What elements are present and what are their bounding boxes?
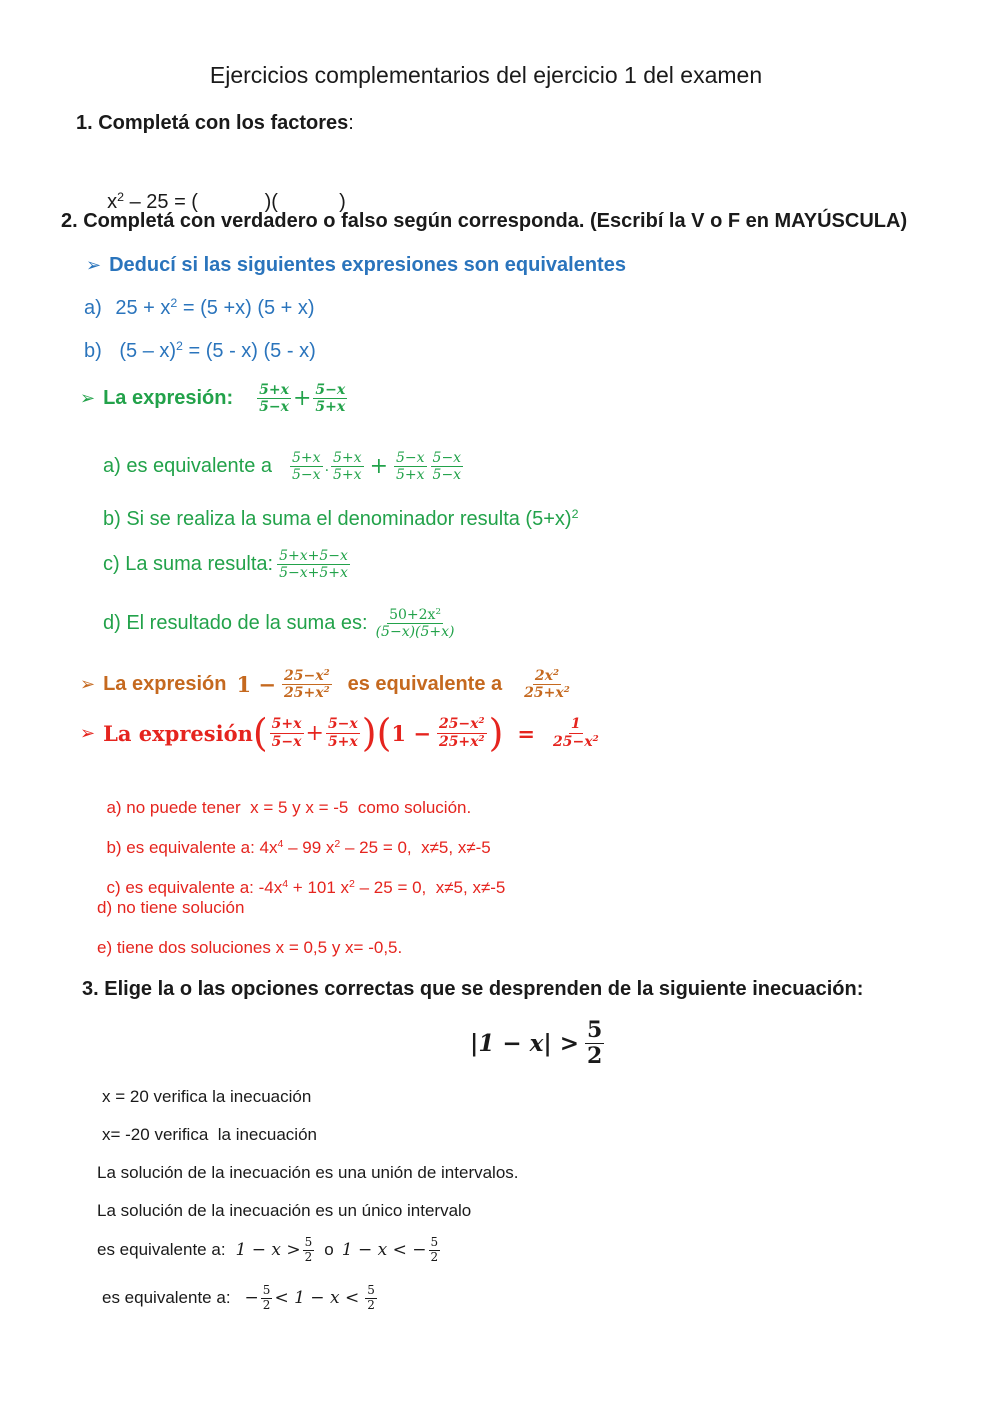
frac-num: 5−x [396, 450, 425, 466]
blue-a-pre: 25 + x [115, 297, 171, 319]
blue-item-b [84, 340, 316, 363]
frac-den: 5+x [315, 399, 346, 416]
paren-close: ) [488, 711, 504, 755]
frac-num [437, 716, 487, 733]
page-title: Ejercicios complementarios del ejercicio 1 del examen [209, 62, 763, 88]
frac-den: 5−x+5+x [279, 565, 348, 582]
plus-sign: + [369, 454, 388, 480]
frac-num: 5−x [315, 382, 346, 398]
opt5-m2: 1 − x < − [341, 1240, 427, 1261]
red-c-pre: c) es equivalente a: -4x [106, 878, 283, 897]
orange-equiv-text: es equivalente a [347, 673, 503, 696]
orange-bullet [80, 668, 574, 701]
frac-den [522, 685, 572, 701]
green-bullet [80, 382, 349, 415]
green-a-text: a) es equivalente a [103, 455, 273, 478]
frac-den: 5−x [432, 467, 462, 484]
ineq-abs: |1 − x| > [470, 1030, 580, 1058]
red-a-text: a) no puede tener x = 5 y x = -5 como solución. [106, 798, 472, 817]
dot-sign: . [324, 458, 330, 475]
one-minus: 1 − [236, 672, 277, 698]
frac-num: 5 [304, 1235, 313, 1249]
blue-item-a [84, 297, 315, 320]
plus-sign: + [305, 720, 324, 746]
frac-den [437, 734, 487, 750]
section2-heading: 2. Completá con verdadero o falso según corresponda. (Escribí la V o F en MAYÚSCULA) [61, 210, 908, 232]
frac-num: 5 [367, 1283, 375, 1297]
blue-a-post: = (5 +x) (5 + x) [177, 297, 315, 319]
den-pre: 25+x [524, 685, 564, 702]
option-1[interactable]: x = 20 verifica la inecuación [102, 1087, 312, 1106]
frac-den: 5−x [271, 733, 302, 750]
option-5[interactable] [97, 1236, 442, 1265]
arrow-bullet-icon: ➢ [80, 674, 96, 695]
blue-bullet-text: Deducí si las siguientes expresiones son equivalentes [109, 254, 626, 276]
frac-den: 5−x [259, 399, 289, 416]
plus-sign: + [292, 386, 312, 412]
opt6-m1: < 1 − x < [274, 1288, 360, 1309]
frac-num: 5+x [259, 382, 289, 398]
frac-den: 2 [367, 1297, 375, 1312]
frac-num: 5−x [327, 716, 358, 733]
red-item-d [97, 898, 244, 918]
red-bullet-text: La expresión [103, 720, 253, 746]
frac-num: 5 [430, 1235, 439, 1249]
arrow-bullet-icon: ➢ [80, 722, 96, 743]
red-e-text: e) tiene dos soluciones x = 0,5 y x= -0,5. [97, 938, 403, 957]
section1-heading [76, 112, 354, 135]
red-b-exp: 4 [277, 838, 284, 851]
green-item-b [103, 508, 578, 531]
section1-equation [96, 168, 346, 214]
option-2[interactable]: x= -20 verifica la inecuación [102, 1125, 317, 1144]
red-bullet [80, 711, 603, 755]
num-exp: 2 [552, 668, 560, 679]
green-d-expression [372, 607, 459, 640]
num-pre: 25−x [438, 716, 479, 733]
opt6-text: es equivalente a: [102, 1288, 231, 1308]
red-c-exp2: 2 [349, 878, 355, 891]
frac-den: 5+x [396, 467, 425, 484]
red-expression [252, 711, 603, 755]
blue-b-post: = (5 - x) (5 - x) [182, 340, 316, 362]
green-item-a [103, 450, 465, 483]
den-exp: 2 [323, 685, 330, 696]
blue-bullet [86, 254, 626, 277]
orange-result [520, 668, 574, 701]
eq-rest: – 25 = ( )( ) [124, 191, 346, 213]
green-item-c [103, 548, 352, 581]
eq-x: x [107, 191, 118, 213]
frac-den: 2 [430, 1249, 439, 1264]
red-item-b [97, 818, 491, 858]
opt5-o: o [324, 1240, 334, 1260]
d-num-pre: 50+2x [389, 607, 436, 623]
equals-sign: = [517, 720, 535, 746]
frac-den: 2 [304, 1249, 313, 1264]
blue-a-exp: 2 [170, 296, 178, 311]
num-exp: 2 [323, 668, 330, 679]
frac-den: 5+x [333, 467, 362, 484]
frac-num: 5+x [333, 450, 362, 466]
red-b-pre: b) es equivalente a: 4x [106, 838, 278, 857]
frac-num: 5 [587, 1017, 603, 1043]
blue-a-label: a) [84, 297, 102, 319]
green-d-text: d) El resultado de la suma es: [103, 612, 368, 635]
red-b-post2: – 25 = 0, x≠5, x≠-5 [340, 838, 491, 857]
frac-num [387, 607, 443, 624]
red-b-exp2: 2 [334, 838, 341, 851]
blue-b-label: b) [84, 340, 102, 362]
one-minus: 1 − [391, 720, 431, 746]
frac-den: (5−x)(5+x) [375, 624, 455, 641]
option-3[interactable]: La solución de la inecuación es una unión de intervalos. [97, 1163, 519, 1182]
opt6-m0: − [244, 1288, 259, 1309]
section1-colon: : [348, 112, 354, 134]
green-c-text: c) La suma resulta: [103, 553, 274, 576]
frac-den [551, 734, 601, 750]
paren-open: ( [376, 711, 392, 755]
frac-den: 5+x [327, 733, 358, 750]
inequation [470, 1018, 606, 1070]
frac-den: 2 [587, 1043, 603, 1070]
d-num-exp: 2 [435, 607, 441, 618]
den-exp: 2 [592, 733, 599, 744]
orange-expression [236, 668, 333, 701]
blue-b-exp: 2 [176, 339, 183, 354]
red-item-a [97, 778, 471, 818]
den-pre: 25−x [553, 733, 593, 750]
red-item-e [97, 938, 402, 958]
num-pre: 25−x [284, 668, 324, 684]
frac-num: 5 [262, 1283, 271, 1297]
frac-num: 1 [570, 716, 581, 733]
opt5-m1: 1 − x > [235, 1240, 301, 1261]
eq-x-exp: 2 [117, 190, 125, 205]
num-exp: 2 [478, 716, 485, 727]
green-b-text: b) Si se realiza la suma el denominador resulta (5+x) [103, 508, 572, 530]
red-d-text: d) no tiene solución [97, 898, 245, 917]
den-exp: 2 [478, 733, 485, 744]
frac-num: 5+x [292, 450, 321, 466]
paren-open: ( [252, 711, 268, 755]
green-bullet-text: La expresión: [103, 387, 234, 410]
section1-heading-text: 1. Completá con los factores [76, 112, 349, 134]
opt5-text: es equivalente a: [97, 1240, 226, 1260]
section3-heading: 3. Elige la o las opciones correctas que se desprenden de la siguiente inecuación: [82, 978, 864, 1000]
green-item-d [103, 607, 459, 640]
frac-num: 5−x [432, 450, 462, 466]
arrow-bullet-icon: ➢ [80, 388, 96, 409]
arrow-bullet-icon: ➢ [86, 255, 102, 275]
green-expression [255, 382, 349, 415]
den-pre: 25+x [284, 685, 324, 702]
red-b-post: – 99 x [283, 838, 335, 857]
frac-num [533, 668, 561, 685]
paren-close: ) [361, 711, 377, 755]
red-c-post2: – 25 = 0, x≠5, x≠-5 [354, 878, 506, 897]
red-item-c [97, 858, 505, 898]
orange-bullet-text: La expresión [103, 673, 227, 696]
frac-num: 5+x+5−x [279, 548, 348, 564]
den-exp: 2 [563, 685, 570, 696]
den-pre: 25+x [438, 733, 479, 750]
num-pre: 2x [534, 668, 553, 684]
blue-b-pre: (5 – x) [119, 340, 177, 362]
frac-den: 2 [262, 1297, 271, 1312]
frac-num: 5+x [271, 716, 302, 733]
frac-den [282, 685, 332, 701]
frac-den: 5−x [292, 467, 321, 484]
option-6[interactable] [102, 1284, 379, 1313]
frac-num [282, 668, 332, 685]
option-4[interactable]: La solución de la inecuación es un único intervalo [97, 1201, 472, 1220]
green-b-exp: 2 [571, 507, 579, 522]
red-c-post: + 101 x [288, 878, 350, 897]
green-a-expression [288, 450, 465, 483]
green-c-expression [275, 548, 352, 581]
red-c-exp: 4 [282, 878, 289, 891]
